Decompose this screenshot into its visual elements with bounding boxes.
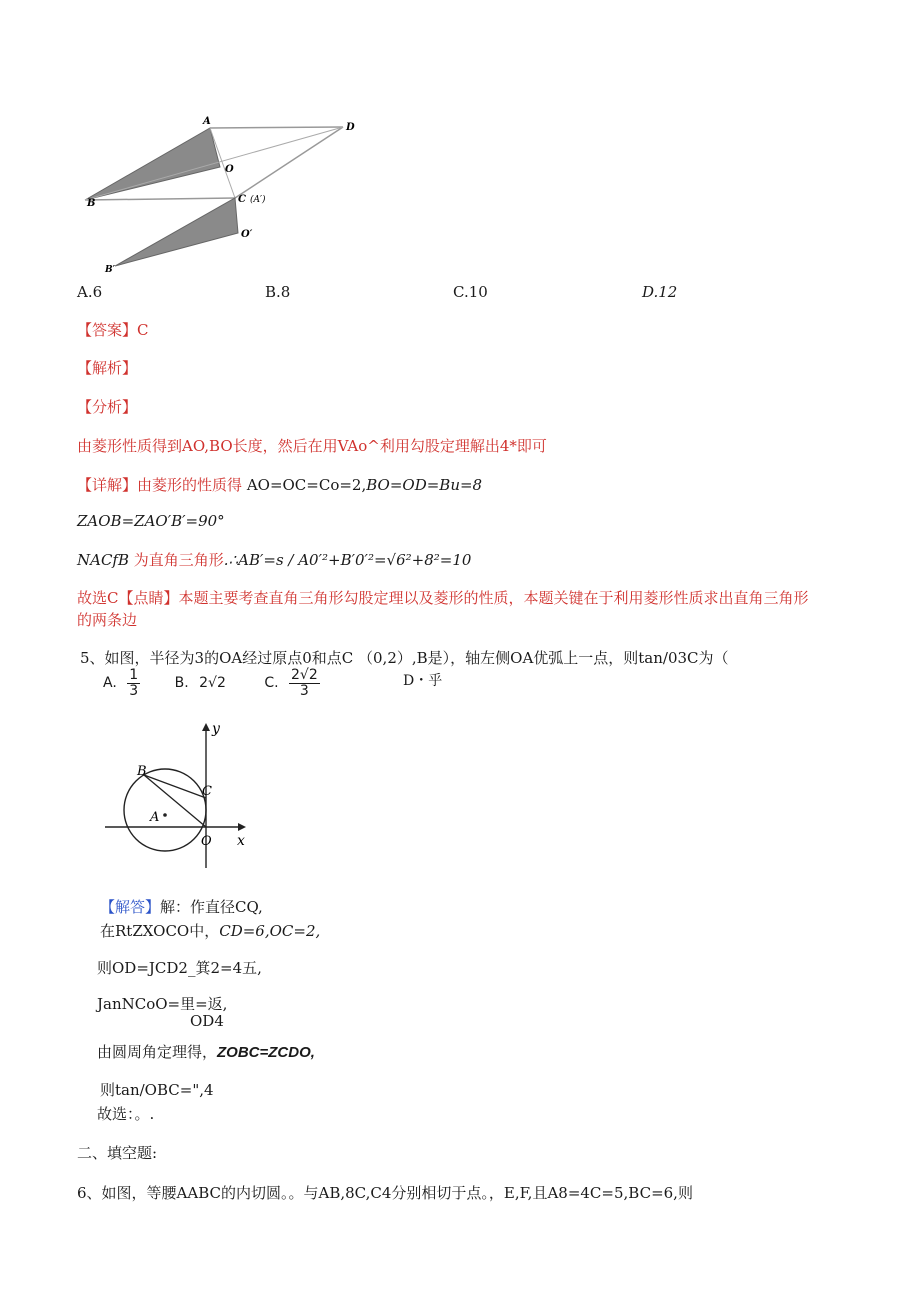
jieda-line2-b: CD=6,OC=2, [219, 922, 321, 940]
jieda-line7: 故选：。. [97, 1105, 155, 1123]
q5-stem: 5、如图，半径为3的OA经过原点0和点C （0,2）,B是），轴左侧OA优弧上一点，则tan/03C为（ [80, 649, 729, 667]
pythag-triangle: NACfB [77, 551, 130, 569]
xiangjie-line [77, 474, 482, 495]
jieda-line4b: OD4 [190, 1012, 224, 1030]
x-axis-arrow [238, 823, 246, 831]
circle-a [124, 769, 206, 851]
jiexi-label: 【解析】 [77, 359, 138, 377]
answer-label: 【答案】C [77, 321, 149, 339]
label-B-prime: B′ [105, 265, 115, 275]
q5-opt-a-label: A. [103, 675, 117, 692]
pythag-equation: .∴AB′=s / A0′²+B′0′²=√6²+8²=10 [223, 551, 472, 569]
pythag-line [77, 549, 471, 570]
section2-title: 二、填空题: [77, 1144, 158, 1162]
label-C: C [238, 194, 246, 205]
q5-opt-c-num: 2√2 [291, 667, 318, 683]
label-C: C [202, 784, 212, 799]
jieda-line5-b: ZOBC=ZCDO, [217, 1044, 315, 1061]
label-O: O [225, 164, 234, 175]
angle-line: ZAOB=ZAO′B′=90° [77, 512, 225, 530]
fenxi-label: 【分析】 [77, 398, 138, 416]
label-A: A [203, 116, 211, 127]
q5-d-option: D・乎 [403, 673, 443, 689]
jieda-line5 [97, 1041, 315, 1062]
label-A-prime: (A′) [250, 195, 266, 205]
label-y: y [212, 721, 220, 737]
jieda-line5-a: 由圆周角定理得， [97, 1043, 218, 1061]
jieda-text: 解：作直径CQ, [160, 898, 263, 916]
choice-b: B.8 [265, 283, 291, 301]
label-D: D [346, 122, 355, 133]
q5-opt-c-den: 3 [299, 682, 309, 699]
jieda-label: 【解答】 [100, 898, 161, 916]
choice-d: D.12 [642, 283, 678, 301]
q5-opt-a-num: 1 [129, 667, 139, 683]
choice-c: C.10 [453, 283, 488, 301]
center-a-dot [163, 813, 167, 817]
label-B: B [137, 764, 147, 779]
guxuan-text-line2: 的两条边 [77, 611, 138, 629]
segment-ad [210, 127, 343, 128]
q5-opt-c-label: C. [264, 675, 279, 692]
label-x: x [237, 833, 245, 849]
shaded-triangle-lower [115, 198, 238, 266]
y-axis-arrow [202, 723, 210, 731]
q5-opt-c-frac [289, 668, 320, 698]
jieda-line3: 则OD=JCD2_箕2=4五, [97, 959, 262, 977]
label-B: B [87, 198, 96, 209]
chord-bc [144, 775, 206, 798]
shaded-triangle-aob [85, 128, 220, 200]
jieda-line2 [100, 920, 320, 941]
label-O: O [201, 834, 212, 849]
pythag-right-triangle: 为直角三角形 [129, 551, 224, 569]
q5-opt-b-val: 2√2 [199, 675, 226, 692]
segment-bc [85, 198, 235, 200]
guxuan-text: 故选C【点睛】本题主要考查直角三角形勾股定理以及菱形的性质，本题关键在于利用菱形性质求出直角三角形 [77, 589, 809, 607]
fenxi-text: 由菱形性质得到AO,BO长度，然后在用VAo^利用勾股定理解出4*即可 [77, 437, 547, 455]
segment-dc [235, 127, 343, 198]
label-O-prime: O′ [241, 229, 253, 240]
choice-a: A.6 [77, 283, 103, 301]
jieda-line1 [100, 896, 263, 917]
xiangjie-eq1-it: BO=OD=Bu=8 [366, 476, 483, 494]
q5-opt-a-frac [127, 668, 140, 698]
label-A: A [150, 810, 160, 825]
q6-stem: 6、如图，等腰AABC的内切圆。。与AB,8C,C4分别相切于点。，E,F,且A8=4C=5,BC=6,则 [77, 1184, 693, 1202]
jieda-line2-a: 在RtZXOCO中， [100, 922, 220, 940]
rhombus-figure [75, 110, 375, 275]
q5-options [103, 668, 320, 698]
xiangjie-text: 由菱形的性质得 [137, 476, 243, 494]
q5-opt-b-label: B. [174, 675, 189, 692]
q5-opt-a-den: 3 [129, 682, 139, 699]
jieda-line4: JanNCoO=里=返, [97, 995, 228, 1013]
circle-axes-figure [100, 718, 260, 868]
xiangjie-eq1: AO=OC=Co=2, [246, 476, 367, 494]
jieda-line6: 则tan/OBC=",4 [100, 1081, 214, 1099]
xiangjie-label: 【详解】 [77, 476, 138, 494]
